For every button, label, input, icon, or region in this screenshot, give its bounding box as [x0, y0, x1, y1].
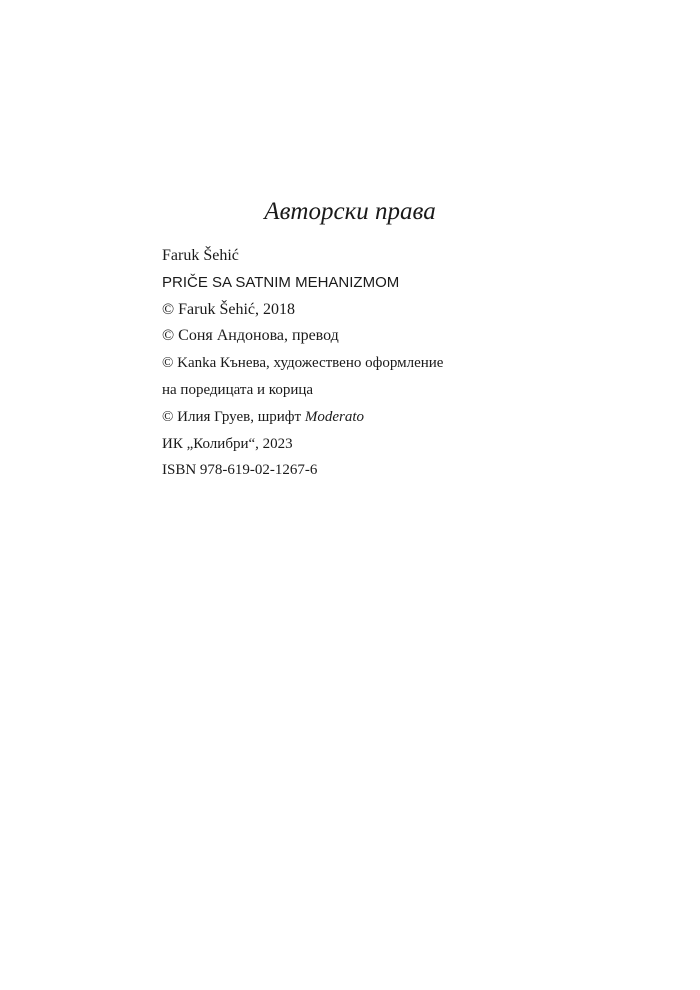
font-name: Moderato: [304, 408, 364, 425]
copyright-font-prefix: © Илия Груев, шрифт: [162, 408, 305, 425]
page-title: Авторски права: [264, 198, 436, 225]
original-title-line: PRIČE SA SATNIM MEHANIZMOM: [162, 273, 400, 291]
copyright-design-line: © Kanka Кънева, художествено оформление: [162, 355, 444, 372]
copyright-translation-line: © Соня Андонова, превод: [162, 327, 339, 345]
publisher-line: ИК „Колибри“, 2023: [162, 435, 293, 452]
copyright-block: [162, 243, 642, 484]
author-line: Faruk Šehić: [162, 247, 239, 264]
copyright-author-line: © Faruk Šehić, 2018: [162, 300, 296, 318]
copyright-font-line: [162, 404, 642, 431]
isbn-line: ISBN 978-619-02-1267-6: [162, 462, 318, 479]
design-continuation-line: на поредицата и корица: [162, 381, 314, 398]
